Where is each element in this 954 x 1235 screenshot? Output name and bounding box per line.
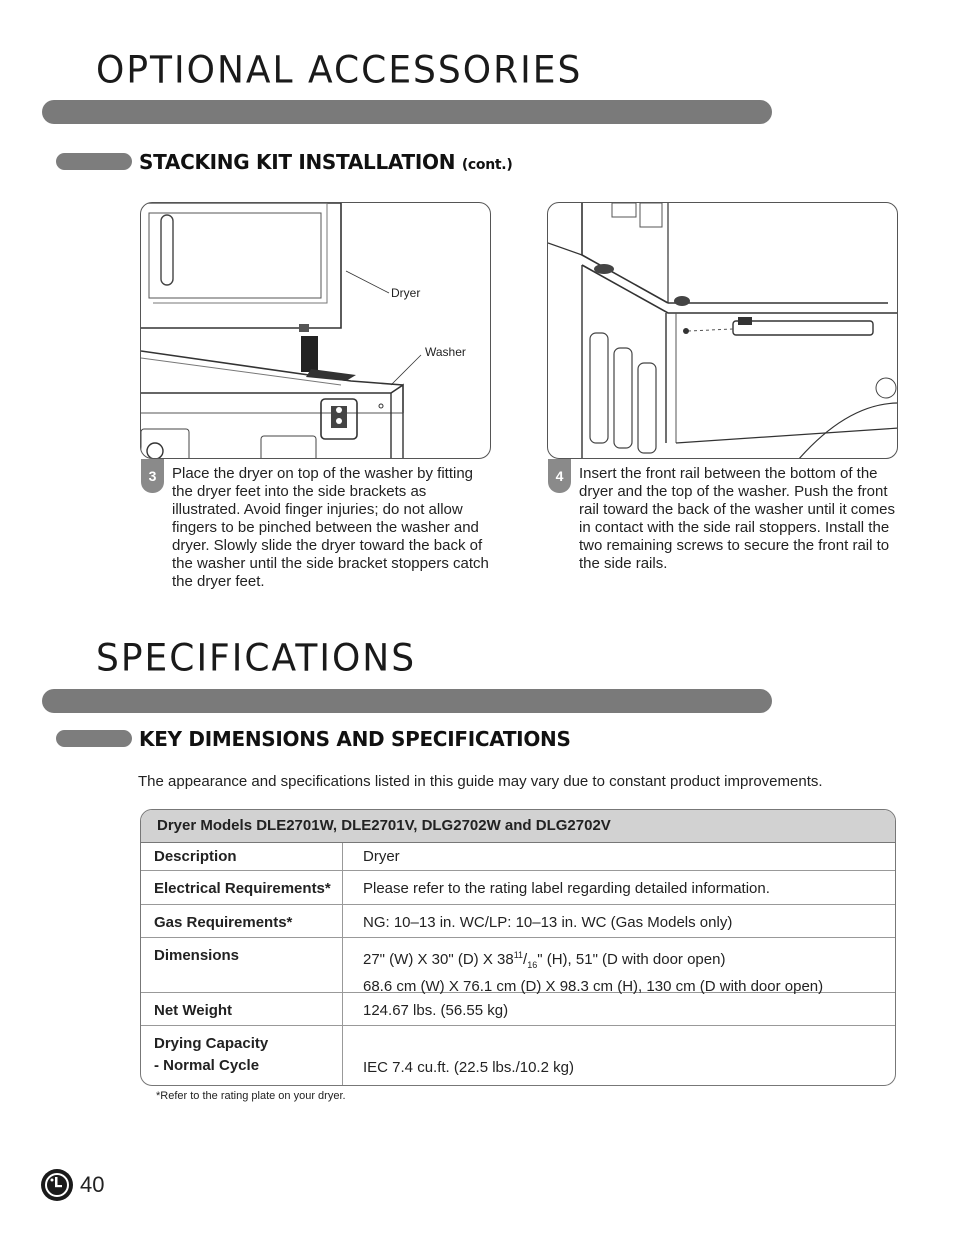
front-rail-illustration (548, 203, 898, 459)
table-row (141, 938, 895, 993)
stacking-kit-heading-text: STACKING KIT INSTALLATION (139, 150, 456, 174)
specifications-title: SPECIFICATIONS (96, 636, 417, 681)
row-value: NG: 10–13 in. WC/LP: 10–13 in. WC (Gas Models only) (363, 914, 733, 931)
table-row (141, 871, 895, 905)
step-3-badge: 3 (141, 459, 164, 493)
row-label: Electrical Requirements* (154, 880, 331, 897)
specifications-table (140, 809, 896, 1086)
specs-intro-text: The appearance and specifications listed in this guide may vary due to constant product improvements. (138, 773, 823, 790)
subhead-pill (56, 153, 132, 170)
dimensions-metric: 68.6 cm (W) X 76.1 cm (D) X 98.3 cm (H), 130 cm (D with door open) (363, 978, 824, 995)
table-row (141, 843, 895, 871)
row-label: Dimensions (154, 947, 240, 964)
table-row (141, 1026, 895, 1085)
key-dimensions-heading: KEY DIMENSIONS AND SPECIFICATIONS (139, 727, 571, 751)
step-4-text: Insert the front rail between the bottom of the dryer and the top of the washer. Push the front rail toward the back of the washer until it comes in contact with the side rail stoppers. Install the two remaining screws to secure the front rail to the side rails. (579, 465, 895, 572)
section-bar (42, 689, 772, 713)
row-value: 124.67 lbs. (56.55 kg) (363, 1002, 509, 1019)
table-footnote: *Refer to the rating plate on your dryer. (156, 1090, 346, 1102)
stacking-kit-heading-suffix: (cont.) (461, 157, 513, 173)
lg-logo-icon (40, 1168, 74, 1202)
washer-callout-label: Washer (425, 345, 466, 359)
dimensions-inches: 27" (W) X 30" (D) X $38^{11}/_{16}$" (H), 51" (D with door open) (363, 950, 726, 970)
step-3-text: Place the dryer on top of the washer by fitting the dryer feet into the side brackets as illustrated. Avoid finger injuries; do not allow fingers to be pinched between the washer and dryer. Slowly slide the dryer toward the back of the washer until the side bracket stoppers catch the dryer feet. (172, 465, 489, 590)
table-row (141, 905, 895, 938)
optional-accessories-title: OPTIONAL ACCESSORIES (96, 48, 583, 93)
row-label: Drying Capacity - Normal Cycle (154, 1035, 269, 1074)
row-label: Net Weight (154, 1002, 233, 1019)
row-value (363, 945, 823, 997)
row-value: IEC 7.4 cu.ft. (22.5 lbs./10.2 kg) (363, 1059, 574, 1076)
step-4-badge: 4 (548, 459, 571, 493)
row-value: Please refer to the rating label regarding detailed information. (363, 880, 770, 897)
figure-step-4 (547, 202, 898, 459)
figure-step-3 (140, 202, 491, 459)
dryer-on-washer-illustration (141, 203, 491, 459)
subhead-pill (56, 730, 132, 747)
row-label: Gas Requirements* (154, 914, 293, 931)
table-row (141, 993, 895, 1026)
dryer-callout-label: Dryer (391, 286, 421, 300)
row-value: Dryer (363, 848, 400, 865)
page-number: 40 (80, 1172, 105, 1197)
row-label: Description (154, 848, 237, 865)
table-title: Dryer Models DLE2701W, DLE2701V, DLG2702W and DLG2702V (141, 810, 895, 843)
section-bar (42, 100, 772, 124)
stacking-kit-heading (139, 150, 512, 174)
